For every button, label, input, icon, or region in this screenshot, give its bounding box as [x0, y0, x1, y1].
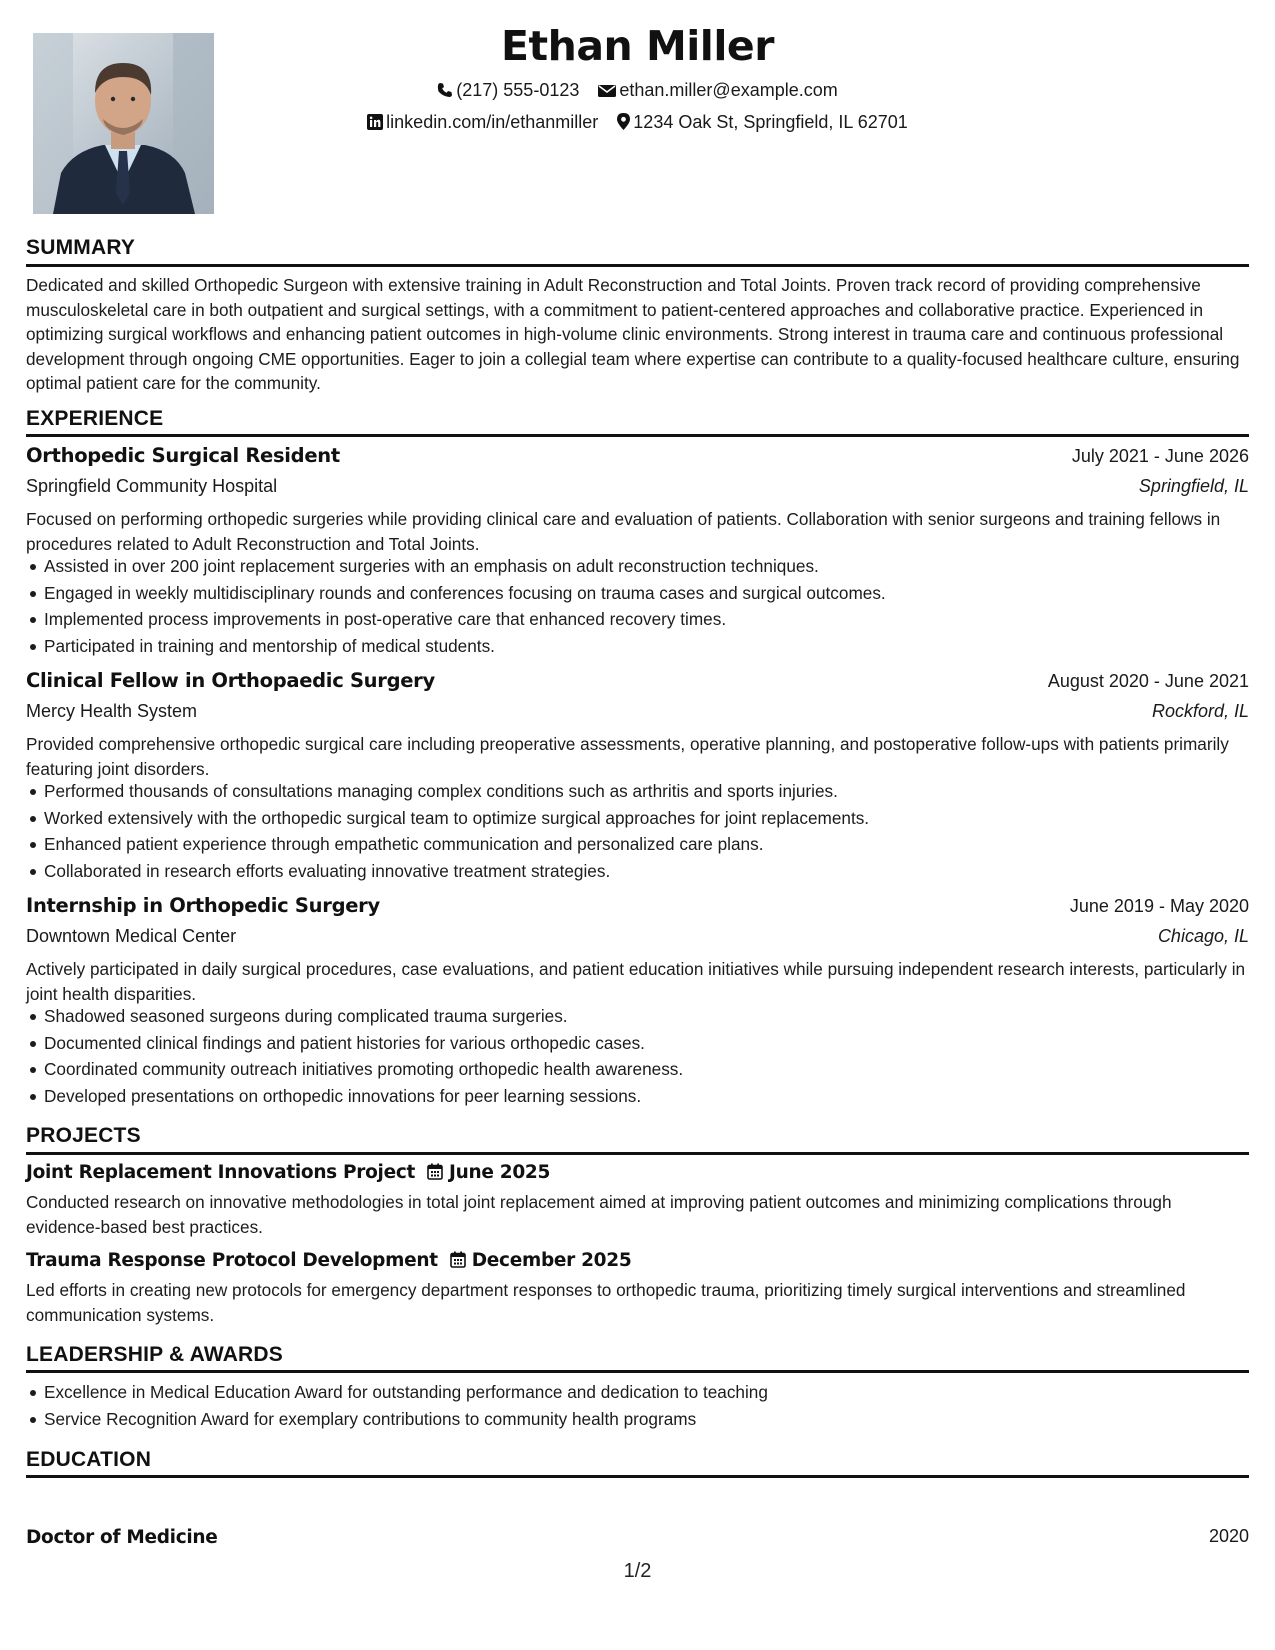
list-item: Participated in training and mentorship of medical students. — [26, 633, 1249, 660]
section-title-experience: EXPERIENCE — [26, 407, 164, 430]
job-bullets — [26, 553, 1249, 659]
job-description: Provided comprehensive orthopedic surgical care including preoperative assessments, operative planning, and postoperative follow-ups with patients primarily featuring joint disorders. — [26, 734, 1229, 779]
section-divider — [26, 1152, 1249, 1155]
linkedin-text: linkedin.com/in/ethanmiller — [386, 112, 599, 132]
section-divider — [26, 434, 1249, 437]
section-divider — [26, 264, 1249, 267]
education-degree: Doctor of Medicine — [26, 1527, 218, 1548]
envelope-icon — [598, 84, 616, 98]
job-description: Focused on performing orthopedic surgeries while providing clinical care and evaluation of patients. Collaboration with senior surgeons and training fellows in procedures related to Adult Reconstruction and Total Joints. — [26, 509, 1221, 554]
list-item: Developed presentations on orthopedic innovations for peer learning sessions. — [26, 1083, 1249, 1110]
education-year: 2020 — [1208, 1526, 1249, 1546]
job-organization: Springfield Community Hospital — [26, 476, 278, 496]
contact-linkedin[interactable] — [367, 112, 598, 133]
project-name: Trauma Response Protocol Development — [26, 1250, 438, 1271]
page-number: 1/2 — [623, 1560, 652, 1582]
list-item: Assisted in over 200 joint replacement surgeries with an emphasis on adult reconstruction techniques. — [26, 553, 1249, 580]
calendar-icon — [427, 1163, 443, 1180]
job-bullets — [26, 778, 1249, 884]
list-item: Performed thousands of consultations managing complex conditions such as arthritis and sports injuries. — [26, 778, 1249, 805]
section-title-summary: SUMMARY — [26, 236, 136, 259]
job-location: Chicago, IL — [1157, 926, 1249, 946]
contact-email[interactable] — [598, 80, 837, 101]
list-item: Service Recognition Award for exemplary contributions to community health programs — [26, 1406, 1249, 1433]
contact-row-secondary — [26, 112, 1249, 133]
map-pin-icon — [617, 113, 630, 130]
job-organization: Mercy Health System — [26, 701, 198, 721]
list-item: Implemented process improvements in post-operative care that enhanced recovery times. — [26, 606, 1249, 633]
job-description: Actively participated in daily surgical procedures, case evaluations, and patient education initiatives while pursuing independent research interests, particularly in joint health disparities. — [26, 959, 1246, 1004]
contact-address — [617, 112, 908, 133]
phone-icon — [437, 82, 453, 98]
project-heading — [26, 1162, 550, 1183]
project-heading — [26, 1250, 631, 1271]
list-item: Engaged in weekly multidisciplinary rounds and conferences focusing on trauma cases and surgical outcomes. — [26, 580, 1249, 607]
job-bullets — [26, 1003, 1249, 1109]
linkedin-icon — [367, 114, 383, 130]
list-item: Documented clinical findings and patient histories for various orthopedic cases. — [26, 1030, 1249, 1057]
section-title-education: EDUCATION — [26, 1448, 152, 1471]
resume-header — [26, 0, 1249, 238]
contact-row-primary — [26, 80, 1249, 101]
list-item: Collaborated in research efforts evaluating innovative treatment strategies. — [26, 858, 1249, 885]
address-text: 1234 Oak St, Springfield, IL 62701 — [633, 112, 908, 132]
list-item: Enhanced patient experience through empathetic communication and personalized care plans. — [26, 831, 1249, 858]
section-divider — [26, 1370, 1249, 1373]
list-item: Worked extensively with the orthopedic surgical team to optimize surgical approaches for joint replacements. — [26, 805, 1249, 832]
email-text: ethan.miller@example.com — [619, 80, 838, 100]
project-name: Joint Replacement Innovations Project — [26, 1162, 416, 1183]
contact-phone[interactable] — [437, 80, 579, 101]
job-title: Orthopedic Surgical Resident — [26, 444, 340, 467]
phone-text: (217) 555-0123 — [456, 80, 580, 100]
job-dates: August 2020 - June 2021 — [1047, 671, 1249, 691]
project-date: December 2025 — [471, 1250, 632, 1271]
project-date: June 2025 — [449, 1162, 551, 1183]
project-description: Led efforts in creating new protocols for emergency department responses to orthopedic trauma, prioritizing timely surgical interventions and streamlined communication systems. — [26, 1280, 1186, 1325]
list-item: Coordinated community outreach initiatives promoting orthopedic health awareness. — [26, 1056, 1249, 1083]
calendar-icon — [450, 1251, 466, 1268]
job-organization: Downtown Medical Center — [26, 926, 237, 946]
job-location: Springfield, IL — [1138, 476, 1249, 496]
candidate-name: Ethan Miller — [501, 22, 774, 70]
section-title-awards: LEADERSHIP & AWARDS — [26, 1343, 283, 1366]
job-title: Internship in Orthopedic Surgery — [26, 894, 380, 917]
section-divider — [26, 1475, 1249, 1478]
list-item: Excellence in Medical Education Award for outstanding performance and dedication to teaching — [26, 1379, 1249, 1406]
job-dates: July 2021 - June 2026 — [1071, 446, 1249, 466]
resume-page — [26, 0, 1249, 1650]
job-dates: June 2019 - May 2020 — [1069, 896, 1249, 916]
job-title: Clinical Fellow in Orthopaedic Surgery — [26, 669, 435, 692]
job-location: Rockford, IL — [1151, 701, 1249, 721]
project-description: Conducted research on innovative methodologies in total joint replacement aimed at improving patient outcomes and minimizing complications through evidence-based best practices. — [26, 1192, 1172, 1237]
list-item: Shadowed seasoned surgeons during complicated trauma surgeries. — [26, 1003, 1249, 1030]
summary-text: Dedicated and skilled Orthopedic Surgeon with extensive training in Adult Reconstruction and Total Joints. Proven track record of providing comprehensive musculoskeletal care in both outpatient and surgical settings, with a commitment to patient-centered approaches and collaborative practice. Experienced in optimizing surgical workflows and enhancing patient outcomes in high-volume clinic environments. Strong interest in trauma care and continuous professional development through ongoing CME opportunities. Eager to join a collegial team where expertise can contribute to a quality-focused healthcare culture, ensuring optimal patient care for the community. — [26, 275, 1240, 394]
awards-list — [26, 1379, 1249, 1432]
section-title-projects: PROJECTS — [26, 1124, 141, 1147]
